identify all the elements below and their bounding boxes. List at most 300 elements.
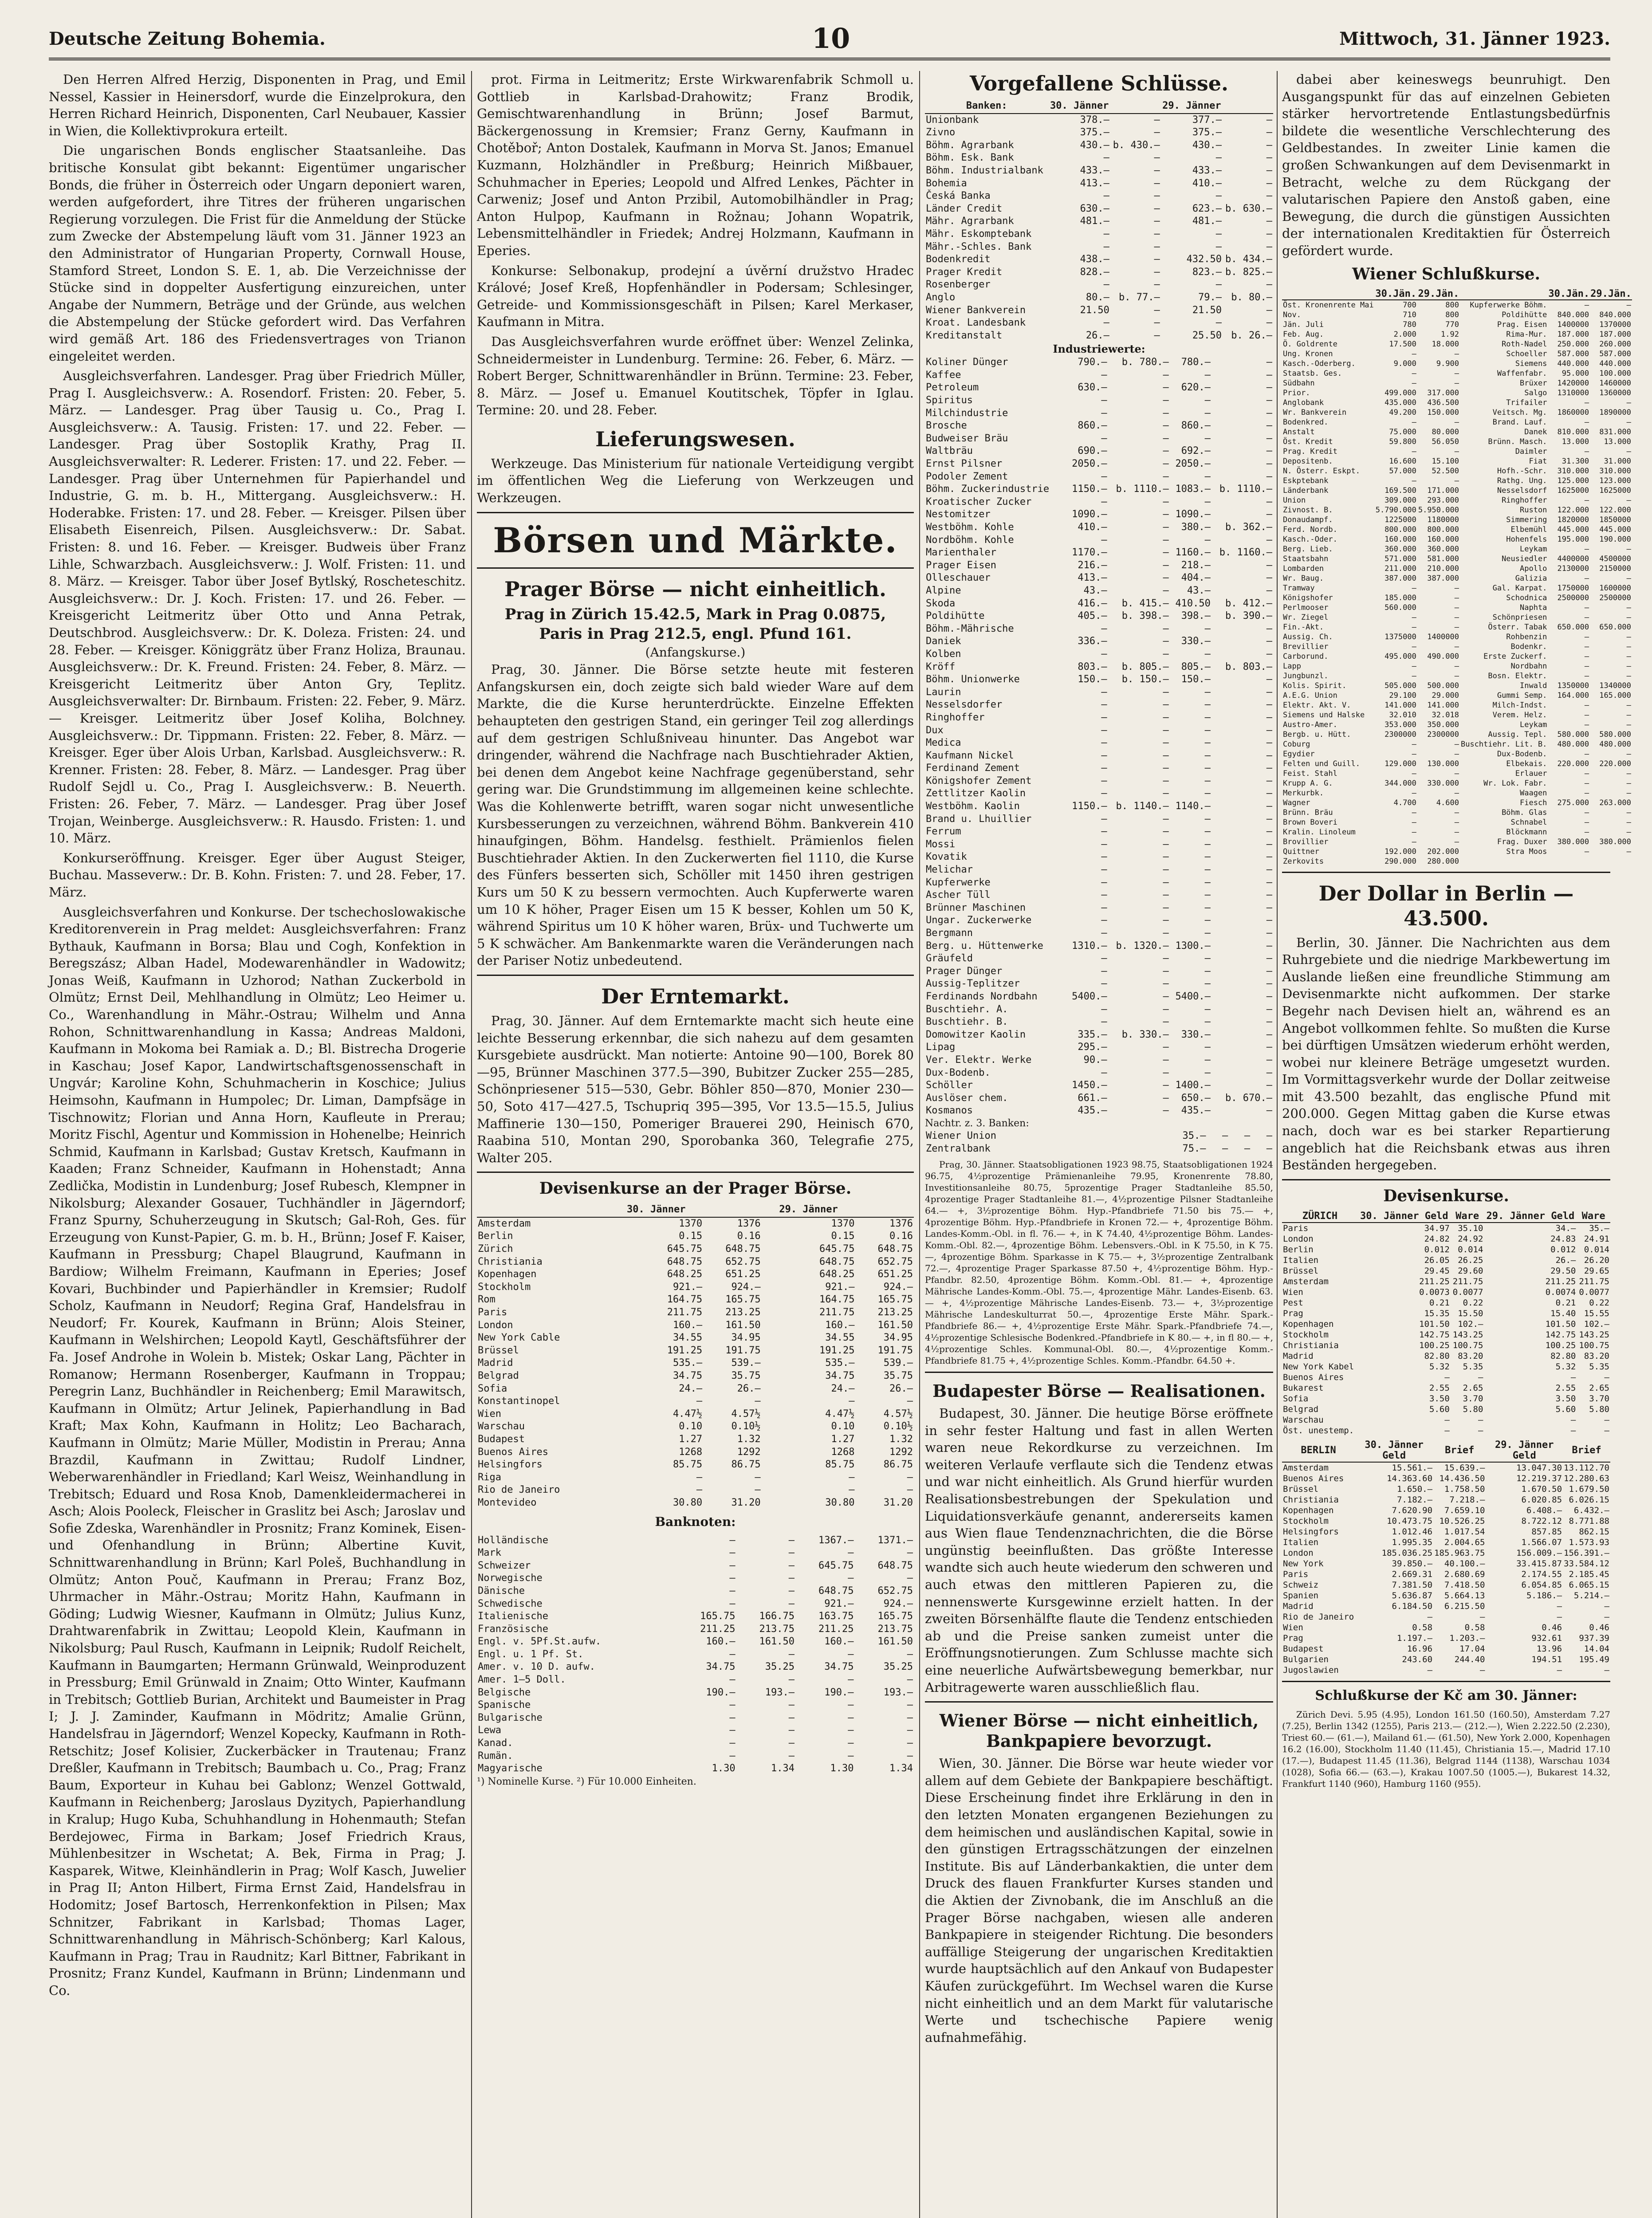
table-row <box>925 673 1273 686</box>
table-cell: — <box>1412 827 1416 837</box>
table-cell: 2.55 <box>1555 1383 1576 1393</box>
table-cell: Kasch.-Oderberg. <box>1283 359 1356 368</box>
table-cell: — <box>1163 686 1169 698</box>
table-cell: — <box>1584 788 1589 798</box>
table-cell: — <box>1266 801 1272 812</box>
table-cell: 645.75 <box>818 1560 854 1571</box>
table-cell: — <box>1101 915 1107 926</box>
table-cell: b. 430.— <box>1113 139 1160 151</box>
table-cell: 211.25 <box>1419 1276 1450 1286</box>
table-row <box>925 547 1273 559</box>
table-cell: — <box>1163 953 1169 964</box>
table-cell: 164.75 <box>819 1294 855 1306</box>
table-row <box>1282 1372 1610 1383</box>
table-cell: 185.963.75 <box>1434 1548 1485 1558</box>
table-cell: — <box>1204 826 1211 838</box>
table-cell: 95.000 <box>1562 369 1589 378</box>
table-cell: 161.50 <box>759 1636 795 1648</box>
table-cell: 380.— <box>1181 522 1211 533</box>
table-cell: — <box>1163 712 1169 723</box>
table-cell: — <box>1163 813 1169 825</box>
table-row <box>477 1750 914 1763</box>
table-cell: Erste Zuckerf. <box>1483 652 1547 661</box>
wiener-schlusskurse-table <box>1282 289 1632 866</box>
table-cell: 860.— <box>1181 420 1211 432</box>
table-cell: 803.— <box>1078 661 1107 672</box>
table-cell: — <box>1604 1425 1609 1435</box>
table-cell: Buschtiehr. A. <box>926 1003 1008 1015</box>
table-cell: Brown Boveri <box>1283 818 1337 827</box>
table-cell: 160.000 <box>1385 535 1416 544</box>
table-cell: 432.50 <box>1186 254 1222 265</box>
table-cell: 21.50 <box>1192 304 1222 316</box>
table-cell: Daimler <box>1515 447 1547 456</box>
table-cell: Rosenberger <box>926 279 991 291</box>
column-header <box>703 1203 762 1217</box>
table-cell: 13.112.70 <box>1564 1463 1609 1473</box>
column-rule <box>1277 71 1278 2218</box>
table-row <box>1282 798 1632 808</box>
table-cell: Schweiz <box>1283 1580 1319 1590</box>
table-cell: Brünn. Bräu <box>1283 808 1333 817</box>
table-cell: 1300.— <box>1175 940 1211 952</box>
table-cell: — <box>1266 686 1272 698</box>
table-row <box>1282 1340 1610 1351</box>
table-cell: — <box>1266 788 1272 799</box>
table-cell: — <box>1204 763 1211 774</box>
lieferung-text: Werkzeuge. Das Ministerium für nationale Verteidigung vergibt im öffentlichen Weg die Lieferung von Werkzeugen und Werkzeugen. <box>477 456 914 506</box>
table-cell: 191.75 <box>725 1345 761 1356</box>
table-cell: Brovillier <box>1283 837 1329 846</box>
table-cell: 1750000 <box>1557 583 1589 593</box>
table-row <box>1282 486 1632 496</box>
table-row <box>1282 661 1632 671</box>
table-cell: 2.65 <box>1589 1383 1609 1393</box>
table-cell: 1370 <box>831 1218 855 1229</box>
table-cell: 387.000 <box>1385 574 1416 583</box>
table-cell: Quittner <box>1283 847 1319 856</box>
table-cell: — <box>907 1725 913 1736</box>
table-cell: 191.25 <box>667 1345 703 1356</box>
table-cell: — <box>1101 433 1107 444</box>
table-row <box>925 177 1273 190</box>
table-cell: Podoler Zement <box>926 471 1008 482</box>
table-row <box>925 585 1273 598</box>
table-cell: 7.218.— <box>1449 1494 1485 1505</box>
table-cell: 220.000 <box>1557 759 1589 768</box>
table-cell: Madrid <box>478 1357 513 1369</box>
table-cell: — <box>1215 190 1222 202</box>
table-cell: — <box>729 1560 736 1571</box>
table-cell: — <box>1479 1665 1485 1675</box>
table-cell: 15.561.— <box>1392 1463 1433 1473</box>
table-cell: b. 398.— <box>1121 610 1169 622</box>
table-row <box>1282 437 1632 447</box>
table-row <box>925 433 1273 445</box>
table-cell: 661.— <box>1078 1092 1107 1104</box>
table-row <box>925 369 1273 382</box>
table-cell: Kanad. <box>478 1738 513 1749</box>
article-paragraph: Die ungarischen Bonds englischer Staatsanleihe. Das britische Konsulat gibt bekannt: Eigentümer ungarischer Bonds, die früher in Österreich oder Ungarn deponiert waren, werden aufgefordert, ihre Titres der früheren ungarischen Regierung vorzulegen. Die Frist für die Anmeldung der Stücke zum Zwecke der Abstempelung läuft vom 31. Jänner 1923 an den Administrator of Hungarian Property, Cornwall House, Stamford Street, London S. E. 1, ab. Die Verzeichnisse der Stücke sind in doppelter Ausfertigung einzureichen, unter Angabe der Nummern, Beträge und der Gründe, aus welchen die Abstempelung der Stücke gefordert wird. Das Verfahren wird gemäß Art. 186 des Friedensvertrages von Trianon eingeleitet werden. <box>49 143 466 364</box>
ernte-heading: Der Erntemarkt. <box>601 984 790 1008</box>
table-cell: 1.573.93 <box>1569 1537 1609 1547</box>
table-cell: A.E.G. Union <box>1283 691 1337 700</box>
table-row <box>925 787 1273 800</box>
table-row <box>925 508 1273 521</box>
table-cell: — <box>1412 739 1416 749</box>
table-cell: 3.50 <box>1555 1393 1576 1404</box>
table-cell: Böhm. Industrialbank <box>926 165 1043 176</box>
table-cell: — <box>1266 1067 1272 1078</box>
table-cell: 80.— <box>1086 291 1109 303</box>
table-cell: — <box>1204 902 1211 913</box>
table-cell: Amsterdam <box>1283 1463 1329 1473</box>
table-row <box>1282 1393 1610 1404</box>
table-cell: — <box>1204 915 1211 926</box>
table-row <box>1282 447 1632 456</box>
table-cell: 0.10½ <box>883 1421 913 1432</box>
table-cell: 101.50 <box>1419 1319 1450 1329</box>
table-cell: — <box>1204 496 1211 507</box>
table-cell: Amsterdam <box>478 1218 531 1229</box>
table-header-row <box>925 99 1273 114</box>
table-cell: Brüssel <box>1283 1266 1319 1276</box>
table-cell: 165.000 <box>1599 691 1631 700</box>
table-cell: 161.50 <box>877 1636 913 1648</box>
table-cell: Ferrum <box>926 826 961 838</box>
table-row <box>1282 398 1632 408</box>
table-cell: 24.— <box>831 1383 855 1394</box>
table-row <box>925 965 1273 978</box>
table-cell: 165.75 <box>725 1294 761 1306</box>
table-cell: — <box>1266 177 1272 189</box>
table-cell: 202.000 <box>1427 847 1459 856</box>
table-cell: 433.— <box>1080 165 1109 176</box>
table-cell: — <box>1584 749 1589 759</box>
table-cell: — <box>788 1573 795 1584</box>
table-cell: — <box>1412 622 1416 632</box>
table-row <box>1282 1569 1610 1580</box>
column-rule <box>471 71 472 2218</box>
table-cell: b. 1320.— <box>1116 940 1169 952</box>
table-cell: Wien <box>1283 1622 1303 1632</box>
table-cell: Zettlitzer Kaolin <box>926 788 1026 799</box>
table-cell: 26.— <box>1555 1255 1576 1265</box>
table-cell: London <box>1283 1234 1314 1244</box>
table-cell: 650.000 <box>1557 622 1589 632</box>
table-cell: 377.— <box>1192 114 1222 126</box>
table-cell: — <box>1101 1067 1107 1078</box>
table-cell: — <box>1478 1425 1483 1435</box>
table-cell: Aussig-Teplitzer <box>926 978 1020 990</box>
table-cell: 648.25 <box>667 1269 703 1280</box>
table-cell: — <box>1204 395 1211 406</box>
table-cell: 438.— <box>1080 254 1109 265</box>
table-cell: — <box>1444 1415 1450 1425</box>
table-cell: — <box>1163 826 1169 838</box>
table-cell: 13.047.30 <box>1516 1463 1562 1473</box>
table-cell: — <box>1584 769 1589 778</box>
table-cell: 6.408.— <box>1526 1505 1562 1515</box>
table-cell: 290.000 <box>1385 857 1416 866</box>
table-cell: 0.10 <box>831 1421 855 1432</box>
table-cell: — <box>1266 241 1272 252</box>
table-cell: Prag <box>1283 1308 1303 1318</box>
table-cell: — <box>1154 165 1160 176</box>
table-cell: — <box>1204 433 1211 444</box>
table-cell: N. Österr. Eskpt. <box>1283 466 1360 476</box>
section-divider <box>1282 1179 1610 1180</box>
table-cell: — <box>1215 152 1222 164</box>
table-cell: Waffenfabr. <box>1497 369 1547 378</box>
table-row <box>925 152 1273 165</box>
table-cell: Siemens und Halske <box>1283 710 1365 720</box>
table-cell: 26.— <box>737 1383 761 1394</box>
table-cell: — <box>1163 458 1169 470</box>
table-cell: — <box>755 1396 761 1407</box>
table-cell: — <box>1266 724 1272 736</box>
column-header: Brief <box>1433 1439 1486 1462</box>
table-cell: b. 780.— <box>1121 357 1169 368</box>
table-row <box>925 952 1273 965</box>
table-cell: — <box>848 1547 854 1559</box>
table-cell: 2130000 <box>1557 564 1589 573</box>
column-header <box>1110 99 1161 114</box>
article-paragraph: Konkurseröffnung. Kreisger. Eger über August Steiger, Buchau. Masseverw.: Dr. B. Kohn. Fristen: 7. und 28. Feber, 17. März. <box>49 850 466 900</box>
table-cell: Česká Banka <box>926 190 991 202</box>
table-row <box>1282 554 1632 564</box>
table-cell: — <box>1266 978 1272 990</box>
table-cell: 924.— <box>883 1598 913 1609</box>
table-cell: — <box>1215 279 1222 291</box>
table-cell: 1340000 <box>1599 681 1631 690</box>
table-row <box>925 1003 1273 1016</box>
table-row <box>925 978 1273 991</box>
table-cell: — <box>1454 583 1459 593</box>
table-row <box>1282 564 1632 574</box>
table-cell: — <box>788 1648 795 1660</box>
table-cell: — <box>1101 788 1107 799</box>
table-cell: 0.16 <box>889 1231 913 1242</box>
table-cell: — <box>1412 818 1416 827</box>
table-cell: Brand. Lauf. <box>1492 417 1547 427</box>
table-cell: 102.— <box>1584 1319 1609 1329</box>
table-cell: Rumän. <box>478 1750 513 1762</box>
table-cell: 34.— <box>1555 1223 1576 1233</box>
table-cell: 143.25 <box>1452 1329 1483 1340</box>
table-cell: 34.95 <box>883 1332 913 1344</box>
table-cell: 190.— <box>706 1687 736 1698</box>
table-row <box>925 317 1273 330</box>
table-cell: — <box>1163 1016 1169 1028</box>
table-cell: — <box>848 1750 854 1762</box>
table-cell: — <box>1584 779 1589 788</box>
table-cell: Kralin. Linoleum <box>1283 827 1356 837</box>
column-header: 30. Jänner <box>1049 99 1110 114</box>
table-row <box>925 1016 1273 1029</box>
table-cell: — <box>1163 889 1169 901</box>
table-row <box>1282 1526 1610 1537</box>
table-cell: Nesselsdorf <box>1497 486 1547 495</box>
table-cell: 0.15 <box>679 1231 703 1242</box>
table-row <box>925 420 1273 433</box>
table-cell: 1400000 <box>1427 632 1459 641</box>
table-cell: 43.— <box>1187 585 1211 596</box>
table-cell: 700 <box>1403 300 1416 310</box>
table-cell: — <box>1163 1092 1169 1104</box>
table-cell: Naphta <box>1520 603 1547 612</box>
table-cell: — <box>1626 769 1631 778</box>
table-row <box>1282 1558 1610 1569</box>
table-cell: — <box>1412 837 1416 846</box>
table-cell: Galizia <box>1515 574 1547 583</box>
table-cell: 0.10 <box>679 1421 703 1432</box>
column-header: Ware <box>1451 1211 1484 1223</box>
table-cell: Elektr. Akt. V. <box>1283 700 1351 710</box>
table-cell: — <box>788 1547 795 1559</box>
table-cell: 161.50 <box>877 1319 913 1331</box>
table-cell: — <box>849 1471 855 1483</box>
schluesse-heading: Vorgefallene Schlüsse. <box>969 71 1229 95</box>
table-cell: Medica <box>926 737 961 749</box>
table-cell: 921.— <box>824 1598 854 1609</box>
table-cell: 1360000 <box>1599 388 1631 397</box>
table-row <box>1282 1234 1610 1244</box>
budapest-heading: Budapester Börse — Realisationen. <box>932 1381 1266 1401</box>
table-cell: 5.35 <box>1589 1361 1609 1372</box>
table-cell: 9.000 <box>1393 359 1416 368</box>
table-row <box>925 1130 1273 1143</box>
table-cell: — <box>1101 1016 1107 1028</box>
table-cell: 398.— <box>1181 610 1211 622</box>
table-cell: 35.25 <box>765 1661 795 1673</box>
table-cell: Dux <box>926 724 944 736</box>
table-row <box>1282 330 1632 339</box>
table-cell: — <box>1626 818 1631 827</box>
table-cell: — <box>1154 216 1160 227</box>
table-cell: 80.000 <box>1432 427 1459 437</box>
table-cell: Merkurbk. <box>1283 788 1324 798</box>
table-cell: Wagner <box>1283 798 1310 807</box>
table-cell: — <box>1163 496 1169 507</box>
table-cell: 1.566.07 <box>1521 1537 1562 1547</box>
table-cell: 100.75 <box>1452 1340 1483 1350</box>
table-cell: — <box>1266 1003 1272 1015</box>
table-cell: 14.04 <box>1584 1644 1609 1654</box>
table-cell: Waltbräu <box>926 445 973 457</box>
table-cell: 416.— <box>1078 598 1107 609</box>
table-cell: 1.34 <box>771 1763 795 1774</box>
table-cell: Dux-Bodenb. <box>926 1067 991 1078</box>
table-cell: Milchindustrie <box>926 407 1008 419</box>
table-row <box>477 1534 914 1547</box>
table-cell: Felten und Guill. <box>1283 759 1360 768</box>
table-cell: — <box>1454 447 1459 456</box>
table-cell: 101.50 <box>1545 1319 1576 1329</box>
table-row <box>477 1497 914 1510</box>
table-row <box>1282 1612 1610 1622</box>
table-cell: — <box>788 1674 795 1686</box>
table-cell: Egydier <box>1283 749 1315 759</box>
table-row <box>1282 1484 1610 1494</box>
table-cell: 192.000 <box>1385 847 1416 856</box>
table-cell: 191.75 <box>877 1345 913 1356</box>
table-cell: — <box>1584 613 1589 622</box>
table-cell: — <box>1266 623 1272 634</box>
table-cell: Marienthaler <box>926 547 996 558</box>
table-row <box>1282 1319 1610 1329</box>
table-cell: Spiritus <box>926 395 973 406</box>
table-cell: 5.636.87 <box>1392 1590 1433 1601</box>
table-cell: Länder Credit <box>926 203 1003 214</box>
table-cell: 250.000 <box>1557 339 1589 349</box>
table-cell: — <box>696 1484 703 1496</box>
table-row <box>477 1674 914 1687</box>
table-cell: — <box>1584 496 1589 505</box>
table-cell: 244.40 <box>1454 1654 1485 1664</box>
table-cell: — <box>1454 378 1459 388</box>
table-cell: Olleschauer <box>926 572 991 584</box>
table-cell: 166.75 <box>759 1611 795 1622</box>
table-cell: Böhm. Esk. Bank <box>926 152 1014 164</box>
table-cell: Austro-Amer. <box>1283 720 1337 729</box>
table-cell: Depositenb. <box>1283 456 1333 466</box>
table-row <box>477 1294 914 1306</box>
column-header: 30. Jänner Geld <box>1355 1439 1433 1462</box>
table-cell: — <box>1101 369 1107 381</box>
table-cell: Buschtiehr. Lit. B. <box>1460 739 1547 749</box>
table-cell: — <box>1266 864 1272 876</box>
table-cell: Westböhm. Kohle <box>926 522 1014 533</box>
table-cell: 1625000 <box>1599 486 1631 495</box>
devisen-prag-heading: Devisenkurse an der Prager Börse. <box>539 1179 852 1198</box>
table-cell: — <box>907 1648 913 1660</box>
table-cell: 195.000 <box>1557 535 1589 544</box>
table-cell: — <box>907 1471 913 1483</box>
table-cell: Anglobank <box>1283 398 1324 407</box>
table-cell: 31.300 <box>1562 456 1589 466</box>
table-cell: 5.80 <box>1463 1404 1483 1414</box>
table-row <box>925 775 1273 788</box>
table-row <box>1282 681 1632 691</box>
table-cell: Amer. v. 10 D. aufw. <box>478 1661 595 1673</box>
table-cell: 34.75 <box>825 1370 855 1381</box>
table-cell: 828.— <box>1080 266 1109 278</box>
table-cell: — <box>1266 445 1272 457</box>
table-row <box>477 1648 914 1661</box>
table-cell: Christiania <box>478 1256 543 1267</box>
table-cell: Bodenkredit <box>926 254 991 265</box>
table-cell: — <box>1204 534 1211 546</box>
table-cell: 1090.— <box>1072 509 1107 520</box>
table-cell: 6.026.15 <box>1569 1494 1609 1505</box>
table-cell: 59.800 <box>1389 437 1416 446</box>
table-cell: — <box>1266 357 1272 368</box>
table-row <box>1282 1383 1610 1393</box>
table-cell: Schoeller <box>1506 349 1547 358</box>
table-cell: — <box>1103 228 1109 240</box>
table-cell: Union <box>1283 496 1306 505</box>
table-cell: Italienische <box>478 1611 548 1622</box>
table-cell: 924.— <box>883 1281 913 1293</box>
table-row <box>925 190 1273 203</box>
table-cell: 3.70 <box>1589 1393 1609 1404</box>
table-row <box>1282 1590 1610 1601</box>
table-cell: — <box>1204 864 1211 876</box>
table-row <box>1282 1644 1610 1654</box>
table-cell: — <box>848 1738 854 1749</box>
table-cell: — <box>1101 928 1107 939</box>
